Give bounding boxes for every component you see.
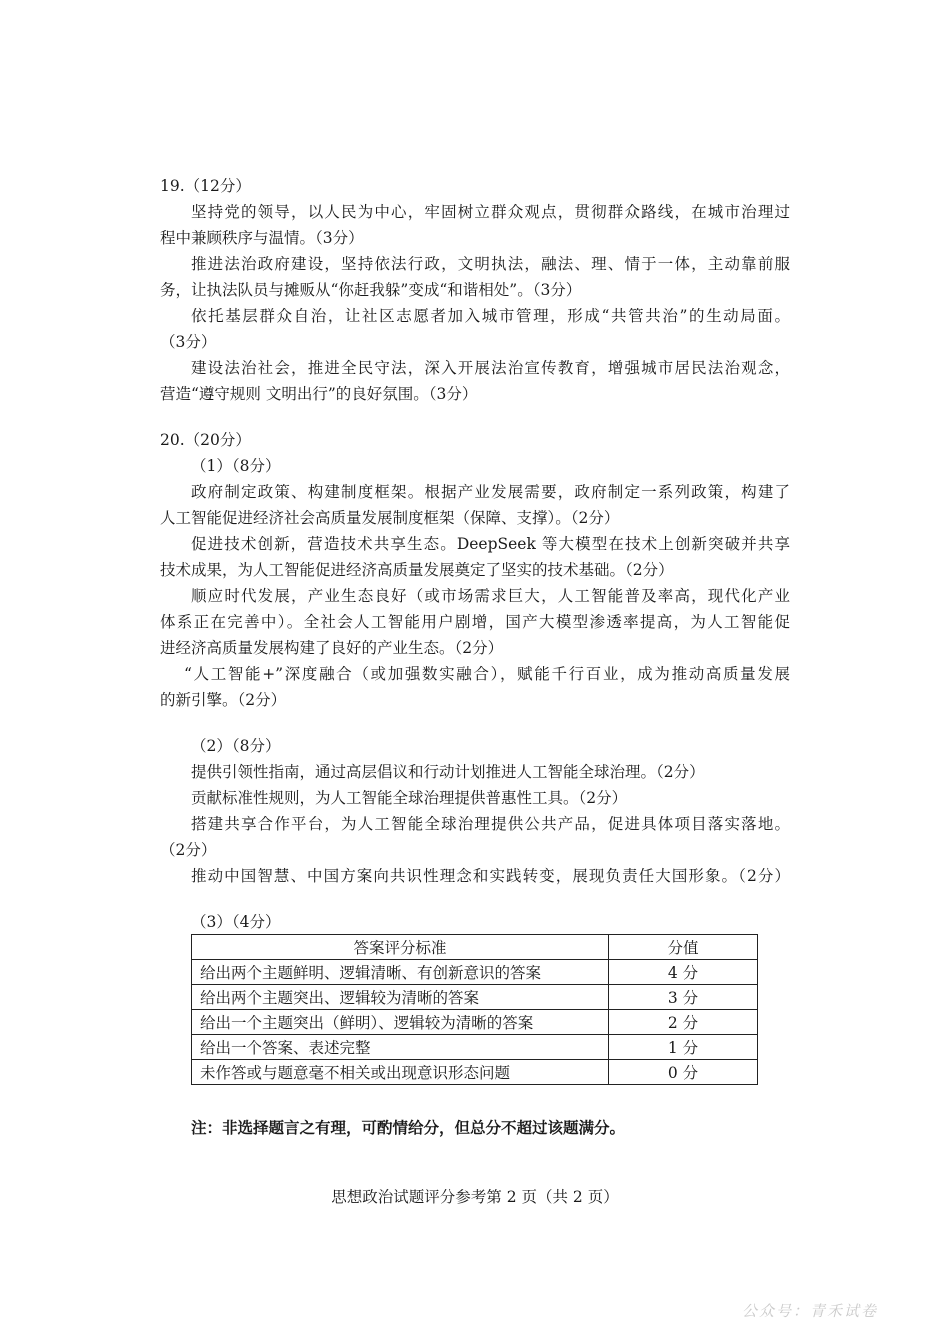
table-cell-score: 3 分 bbox=[609, 985, 758, 1010]
q20-2-para-3-line-2: （2分） bbox=[160, 841, 217, 859]
table-cell-criteria: 给出一个主题突出（鲜明）、逻辑较为清晰的答案 bbox=[192, 1010, 609, 1035]
q20-heading: 20.（20分） bbox=[160, 431, 251, 449]
table-header-score: 分值 bbox=[609, 935, 758, 960]
q20-2-para-2: 贡献标准性规则，为人工智能全球治理提供普惠性工具。（2分） bbox=[191, 789, 628, 807]
q19-heading: 19.（12分） bbox=[160, 177, 251, 195]
q20-1-para-1-line-1: 政府制定政策、构建制度框架。根据产业发展需要，政府制定一系列政策，构建了 bbox=[191, 483, 790, 501]
q20-part-3-heading: （3）（4分） bbox=[191, 913, 281, 931]
q20-1-para-3-line-2: 体系正在完善中）。全社会人工智能用户剧增，国产大模型渗透率提高，为人工智能促 bbox=[160, 613, 790, 631]
table-cell-criteria: 给出两个主题鲜明、逻辑清晰、有创新意识的答案 bbox=[192, 960, 609, 985]
table-cell-criteria: 未作答或与题意毫不相关或出现意识形态问题 bbox=[192, 1060, 609, 1085]
grading-note: 注：非选择题言之有理，可酌情给分，但总分不超过该题满分。 bbox=[191, 1118, 626, 1137]
table-header-criteria: 答案评分标准 bbox=[192, 935, 609, 960]
q19-para-1-line-2: 程中兼顾秩序与温情。（3分） bbox=[160, 229, 364, 247]
q19-para-3-line-1: 依托基层群众自治，让社区志愿者加入城市管理，形成“共管共治”的生动局面。 bbox=[191, 307, 790, 325]
table-cell-score: 2 分 bbox=[609, 1010, 758, 1035]
q19-para-3-line-2: （3分） bbox=[160, 333, 217, 351]
table-row bbox=[192, 1060, 758, 1085]
table-cell-score: 1 分 bbox=[609, 1035, 758, 1060]
q20-2-para-4: 推动中国智慧、中国方案向共识性理念和实践转变，展现负责任大国形象。（2分） bbox=[191, 867, 790, 885]
q19-para-1-line-1: 坚持党的领导，以人民为中心，牢固树立群众观点，贯彻群众路线，在城市治理过 bbox=[191, 203, 790, 221]
table-cell-criteria: 给出两个主题突出、逻辑较为清晰的答案 bbox=[192, 985, 609, 1010]
watermark-text: 公众号：青禾试卷 bbox=[742, 1302, 879, 1320]
q20-2-para-3-line-1: 搭建共享合作平台，为人工智能全球治理提供公共产品，促进具体项目落实落地。 bbox=[191, 815, 790, 833]
table-row bbox=[192, 960, 758, 985]
q20-1-para-2-line-2: 技术成果，为人工智能促进经济高质量发展奠定了坚实的技术基础。（2分） bbox=[160, 561, 674, 579]
q19-para-4-line-1: 建设法治社会，推进全民守法，深入开展法治宣传教育，增强城市居民法治观念， bbox=[191, 359, 790, 377]
q20-part-2-heading: （2）（8分） bbox=[191, 737, 281, 755]
q20-1-para-3-line-1: 顺应时代发展，产业生态良好（或市场需求巨大，人工智能普及率高，现代化产业 bbox=[191, 587, 790, 605]
q20-1-para-4-line-2: 的新引擎。（2分） bbox=[160, 691, 287, 709]
page-footer: 思想政治试题评分参考第 2 页（共 2 页） bbox=[331, 1188, 619, 1206]
table-row bbox=[192, 1010, 758, 1035]
table-cell-score: 4 分 bbox=[609, 960, 758, 985]
q20-1-para-1-line-2: 人工智能促进经济社会高质量发展制度框架（保障、支撑）。（2分） bbox=[160, 509, 620, 527]
q20-1-para-2-line-1: 促进技术创新，营造技术共享生态。DeepSeek 等大模型在技术上创新突破并共享 bbox=[191, 535, 790, 553]
q20-1-para-3-line-3: 进经济高质量发展构建了良好的产业生态。（2分） bbox=[160, 639, 504, 657]
scoring-criteria-table bbox=[191, 934, 758, 1085]
table-row bbox=[192, 985, 758, 1010]
q19-para-2-line-2: 务，让执法队员与摊贩从“你赶我躲”变成“和谐相处”。（3分） bbox=[160, 281, 582, 299]
q20-part-1-heading: （1）（8分） bbox=[191, 457, 281, 475]
table-row bbox=[192, 1035, 758, 1060]
table-header-row bbox=[192, 935, 758, 960]
q19-para-4-line-2: 营造“遵守规则 文明出行”的良好氛围。（3分） bbox=[160, 385, 478, 403]
table-cell-score: 0 分 bbox=[609, 1060, 758, 1085]
q20-1-para-4-line-1: “人工智能+”深度融合（或加强数实融合），赋能千行百业，成为推动高质量发展 bbox=[184, 665, 790, 683]
q20-2-para-1: 提供引领性指南，通过高层倡议和行动计划推进人工智能全球治理。（2分） bbox=[191, 763, 705, 781]
q19-para-2-line-1: 推进法治政府建设，坚持依法行政，文明执法，融法、理、情于一体，主动靠前服 bbox=[191, 255, 790, 273]
table-cell-criteria: 给出一个答案、表述完整 bbox=[192, 1035, 609, 1060]
